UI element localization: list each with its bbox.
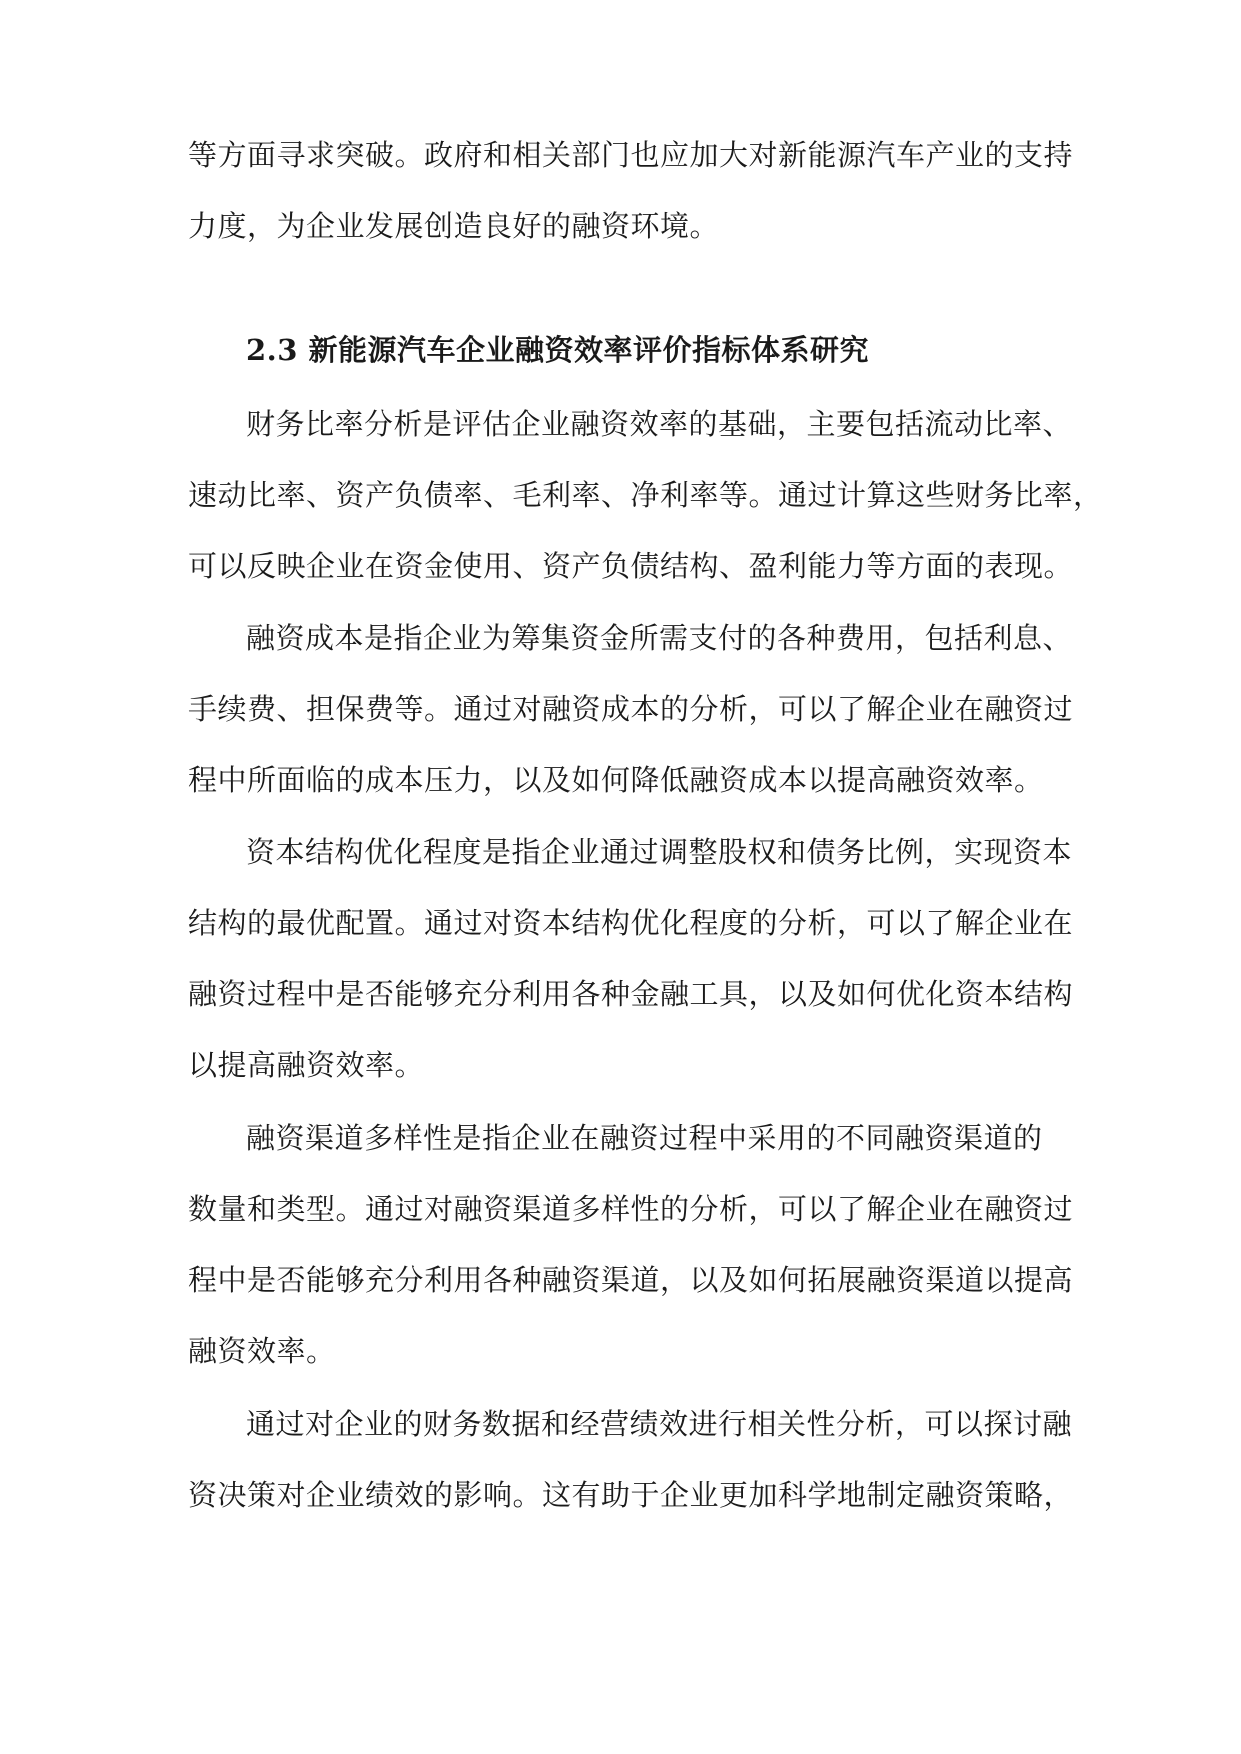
- paragraph-line: 资本结构优化程度是指企业通过调整股权和债务比例，实现资本: [246, 835, 1073, 869]
- paragraph-line: 数量和类型。通过对融资渠道多样性的分析，可以了解企业在融资过: [188, 1192, 1074, 1226]
- paragraph-line: 资决策对企业绩效的影响。这有助于企业更加科学地制定融资策略，: [188, 1478, 1074, 1512]
- paragraph-line: 程中是否能够充分利用各种融资渠道，以及如何拓展融资渠道以提高: [188, 1263, 1074, 1297]
- paragraph-line: 以提高融资效率。: [188, 1048, 425, 1082]
- paragraph-line: 手续费、担保费等。通过对融资成本的分析，可以了解企业在融资过: [188, 692, 1074, 726]
- paragraph-line: 速动比率、资产负债率、毛利率、净利率等。通过计算这些财务比率，: [188, 478, 1103, 512]
- intro-line: 等方面寻求突破。政府和相关部门也应加大对新能源汽车产业的支持: [188, 138, 1074, 172]
- paragraph-line: 融资效率。: [188, 1334, 336, 1368]
- paragraph-line: 财务比率分析是评估企业融资效率的基础，主要包括流动比率、: [246, 407, 1073, 441]
- paragraph-line: 结构的最优配置。通过对资本结构优化程度的分析，可以了解企业在: [188, 906, 1074, 940]
- paragraph-line: 融资成本是指企业为筹集资金所需支付的各种费用，包括利息、: [246, 621, 1073, 655]
- paragraph-line: 可以反映企业在资金使用、资产负债结构、盈利能力等方面的表现。: [188, 549, 1074, 583]
- paragraph-line: 程中所面临的成本压力，以及如何降低融资成本以提高融资效率。: [188, 763, 1044, 797]
- paragraph-line: 融资渠道多样性是指企业在融资过程中采用的不同融资渠道的: [246, 1121, 1043, 1155]
- paragraph-line: 通过对企业的财务数据和经营绩效进行相关性分析，可以探讨融: [246, 1407, 1073, 1441]
- intro-line: 力度，为企业发展创造良好的融资环境。: [188, 209, 720, 243]
- paragraph-line: 融资过程中是否能够充分利用各种金融工具，以及如何优化资本结构: [188, 977, 1074, 1011]
- section-heading: 2.3 新能源汽车企业融资效率评价指标体系研究: [246, 333, 870, 367]
